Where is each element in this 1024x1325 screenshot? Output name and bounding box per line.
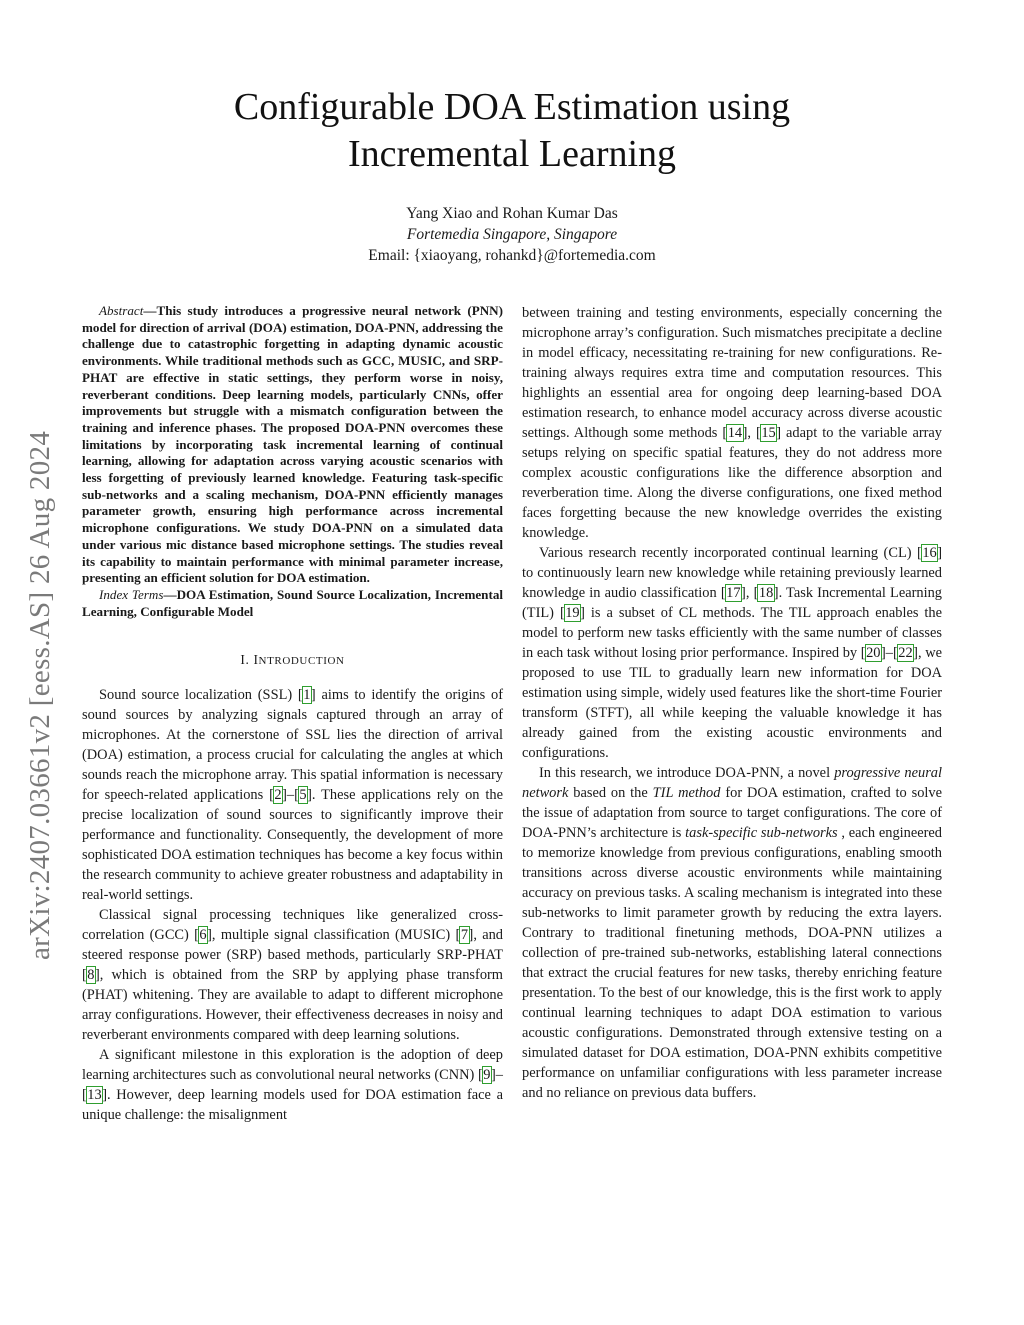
- text-run: to continuously learn new knowledge while retaining previously learned knowledge in audio classification: [522, 565, 942, 601]
- text-run: between training and testing environments, especially concerning the microphone array’s configuration. Such mismatches precipitate a decline in model efficacy, necessitating re-training for new configurations. Re-training always requires extra time and computation resources. This highlights an essential area for ongoing deep learning-based DOA estimation research, to enhance model accuracy across diverse acoustic settings. Although some methods: [522, 305, 942, 441]
- range-dash: –: [495, 1067, 503, 1084]
- citation-link[interactable]: 8: [87, 967, 95, 984]
- intro-paragraph-5: [522, 763, 942, 1103]
- title-line-2: Incremental Learning: [347, 133, 677, 175]
- citation-link[interactable]: 22: [898, 645, 913, 661]
- section-rest: NTRODUCTION: [258, 655, 345, 668]
- abstract-text: This study introduces a progressive neural network (PNN) model for direction of arrival (DOA) estimation, DOA-PNN, addressing the challenge due to catastrophic forgetting in adapting dynamic acoustic environments. While traditional methods such as GCC, MUSIC, and SRP-PHAT are effective in static settings, they perform worse in noisy, reverberant conditions. Deep learning models, particularly CNNs, offer improvements but struggle with a mismatch configuration between the training and inference phases. The proposed DOA-PNN overcomes these limitations by incorporating task incremental learning of continual learning, allowing for adaptation across varying acoustic scenarios with less forgetting of previously learned knowledge. Featuring task-specific sub-networks and a scaling mechanism, DOA-PNN efficiently manages parameter growth, ensuring high performance across incremental microphone configurations. We study DOA-PNN on a simulated data under various mic distance based microphone settings. The studies reveal its capability to maintain performance with minimal parameter increase, presenting an efficient solution for DOA estimation.: [82, 303, 503, 586]
- text-run: . Task Incremental Learning (TIL): [522, 585, 942, 621]
- text-run: ,: [747, 425, 757, 441]
- citation-link[interactable]: 19: [565, 605, 580, 621]
- text-run: Classical signal processing techniques like generalized cross-correlation (GCC): [82, 907, 503, 944]
- citation-link[interactable]: 6: [199, 927, 207, 944]
- arxiv-identifier: arXiv:2407.03661v2 [eess.AS] 26 Aug 2024: [24, 430, 56, 960]
- citation-link[interactable]: 13: [87, 1087, 102, 1104]
- author-names: Yang Xiao and Rohan Kumar Das: [406, 205, 618, 222]
- abstract: [82, 303, 503, 587]
- index-terms-label: Index Terms: [99, 586, 164, 602]
- text-run: , multiple signal classification (MUSIC): [211, 927, 456, 944]
- citation-link[interactable]: 14: [727, 425, 743, 441]
- citation-link[interactable]: 1: [303, 687, 311, 704]
- range-dash: –: [885, 645, 893, 661]
- index-terms-dash: —: [163, 586, 177, 602]
- text-run: adapt to the variable array setups relying on specific spatial features, they do not address more complex acoustic configurations like the difference absorption and reverberation time. Along the diverse configurations, one fixed method faces forgetting because the new knowledge overrides the existing knowledge.: [522, 425, 942, 541]
- emphasis: TIL method: [652, 785, 721, 801]
- citation-link[interactable]: 15: [761, 425, 776, 441]
- text-run: aims to identify the origins of sound sources by analyzing signals captured through an array of microphones. At the cornerstone of SSL lies the direction of arrival (DOA) estimation, a process crucial for calculating the angles at which sounds reach the microphone array. This spatial information is necessary for speech-related applications: [82, 687, 503, 804]
- text-run: In this research, we introduce DOA-PNN, a novel: [539, 765, 835, 781]
- affiliation: Fortemedia Singapore, Singapore: [406, 226, 618, 243]
- text-run: is a subset of CL methods. The TIL approach enables the model to perform new tasks efficiently with the same number of classes in each task without losing prior performance. Inspired by: [522, 605, 942, 661]
- text-run: ,: [745, 585, 754, 601]
- intro-paragraph-1: Sound source localization (SSL) [1] aims to identify the origins of sound sources by analyzing signals captured through an array of microphones. At the cornerstone of SSL lies the direction of arrival (DOA) estimation, a process crucial for calculating the angles at which sounds reach the microphone array. This spatial information is necessary for speech-related applications [2]–[5]. These applications rely on the precise localization of sound sources to significantly improve their performance and functionality. Consequently, the development of more sophisticated DOA estimation techniques has become a key focus within the research community to achieve greater robustness and adaptability in real-world settings.: [82, 687, 503, 904]
- left-column: [82, 303, 503, 1125]
- range-dash: –: [286, 787, 295, 804]
- paper-title: [112, 84, 912, 178]
- citation-link[interactable]: 20: [866, 645, 881, 661]
- intro-paragraph-3: A significant milestone in this exploration is the adoption of deep learning architectures such as convolutional neural networks (CNN) [9]–[13]. However, deep learning models used for DOA estimation face a unique challenge: the misalignment: [82, 1047, 503, 1124]
- index-terms: [82, 587, 503, 620]
- citation-link[interactable]: 7: [460, 927, 469, 944]
- index-terms-text: DOA Estimation, Sound Source Localization, Incremental Learning, Configurable Model: [82, 586, 504, 619]
- right-column: [522, 303, 942, 1103]
- intro-paragraph-4: Various research recently incorporated continual learning (CL) [16] to continuously learn new knowledge while retaining previously learned knowledge in audio classification [17], [18]. Task Incremental Learning (TIL) [19] is a subset of CL methods. The TIL approach enables the model to perform new tasks efficiently with the same number of classes in each task without losing prior performance. Inspired by [20]–[22], we proposed to use TIL to gradually learn new information for DOA estimation using simple, widely used features like the short-time Fourier transform (STFT), all while keeping the valuable knowledge it has already gained from the existing acoustic environments and configurations.: [522, 545, 942, 761]
- text-run: , and steered response power (SRP) based methods, particularly SRP-PHAT: [82, 927, 503, 964]
- title-line-1: Configurable DOA Estimation using: [233, 86, 791, 128]
- author-block: [212, 203, 812, 266]
- text-run: , each engineered to memorize knowledge from previous configurations, enabling smooth transitions across diverse acoustic environments while maintaining accuracy on previous tasks. A scaling mechanism is integrated into these sub-networks to limit parameter growth by reducing the extra layers. Contrary to traditional finetuning methods, DOA-PNN utilizes a collection of pre-trained sub-networks, establishing lateral connections that extract the crucial features for new tasks, thereby enriching feature presentation. To the best of our knowledge, this is the first work to apply continual learning techniques to adapt DOA estimation to various acoustic configurations. Demonstrated through extensive testing on a simulated dataset for DOA estimation, DOA-PNN exhibits competitive performance on unfamiliar configurations with less parameter increase and no reliance on previous data buffers.: [522, 825, 943, 1101]
- text-run: , which is obtained from the SRP by applying phase transform (PHAT) whitening. They are available to adapt to different microphone array configurations. However, their effectiveness decreases in noisy and reverberant environments compared with deep learning solutions.: [82, 967, 503, 1044]
- text-run: Various research recently incorporated continual learning (CL): [539, 545, 918, 561]
- citation-link[interactable]: 16: [922, 545, 937, 561]
- text-run: , we proposed to use TIL to gradually learn new information for DOA estimation using simple, widely used features like the short-time Fourier transform (STFT), all while keeping the valuable knowledge it has already gained from the existing acoustic environments and configurations.: [522, 645, 942, 761]
- section-numeral: I.: [240, 652, 254, 668]
- abstract-dash: —: [143, 303, 157, 318]
- text-run: A significant milestone in this exploration is the adoption of deep learning architectures such as convolutional neural networks (CNN): [82, 1047, 503, 1084]
- citation-link[interactable]: 18: [758, 585, 774, 601]
- section-heading-introduction: [82, 650, 503, 671]
- emphasis: task-specific sub-networks: [685, 825, 838, 841]
- section-initial: I: [253, 652, 259, 668]
- citation-link[interactable]: 9: [483, 1067, 491, 1084]
- text-run: . These applications rely on the precise localization of sound sources to significantly improve their performance and functionality. Consequently, the development of more sophisticated DOA estimation techniques has become a key focus within the research community to achieve greater robustness and adaptability in real-world settings.: [82, 787, 503, 904]
- intro-paragraph-3-continued: between training and testing environments, especially concerning the microphone array’s configuration. Such mismatches precipitate a decline in model efficacy, necessitating re-training for new configurations. Re-training always requires extra time and computation resources. This highlights an essential area for ongoing deep learning-based DOA estimation research, to enhance model accuracy across diverse acoustic settings. Although some methods [14], [15] adapt to the variable array setups relying on specific spatial features, they do not address more complex acoustic configurations like the difference absorption and reverberation time. Along the diverse configurations, one fixed method faces forgetting because the new knowledge overrides the existing knowledge.: [522, 305, 942, 541]
- text-run: for DOA estimation, crafted to solve the issue of adaptation from source to target configurations. The core of DOA-PNN’s architecture is: [522, 785, 942, 841]
- abstract-label: Abstract: [99, 303, 144, 318]
- text-run: Sound source localization (SSL): [99, 687, 298, 704]
- citation-link[interactable]: 17: [726, 585, 741, 601]
- intro-paragraph-2: Classical signal processing techniques like generalized cross-correlation (GCC) [6], multiple signal classification (MUSIC) [7], and steered response power (SRP) based methods, particularly SRP-PHAT [8], which is obtained from the SRP by applying phase transform (PHAT) whitening. They are available to adapt to different microphone array configurations. However, their effectiveness decreases in noisy and reverberant environments compared with deep learning solutions.: [82, 907, 503, 1044]
- citation-link[interactable]: 2: [274, 787, 282, 804]
- emphasis: progressive neural network: [522, 765, 943, 801]
- email-line: Email: {xiaoyang, rohankd}@fortemedia.com: [368, 247, 656, 264]
- citation-link[interactable]: 5: [299, 787, 307, 804]
- text-run: . However, deep learning models used for DOA estimation face a unique challenge: the misalignment: [82, 1087, 503, 1124]
- text-run: based on the: [568, 785, 653, 801]
